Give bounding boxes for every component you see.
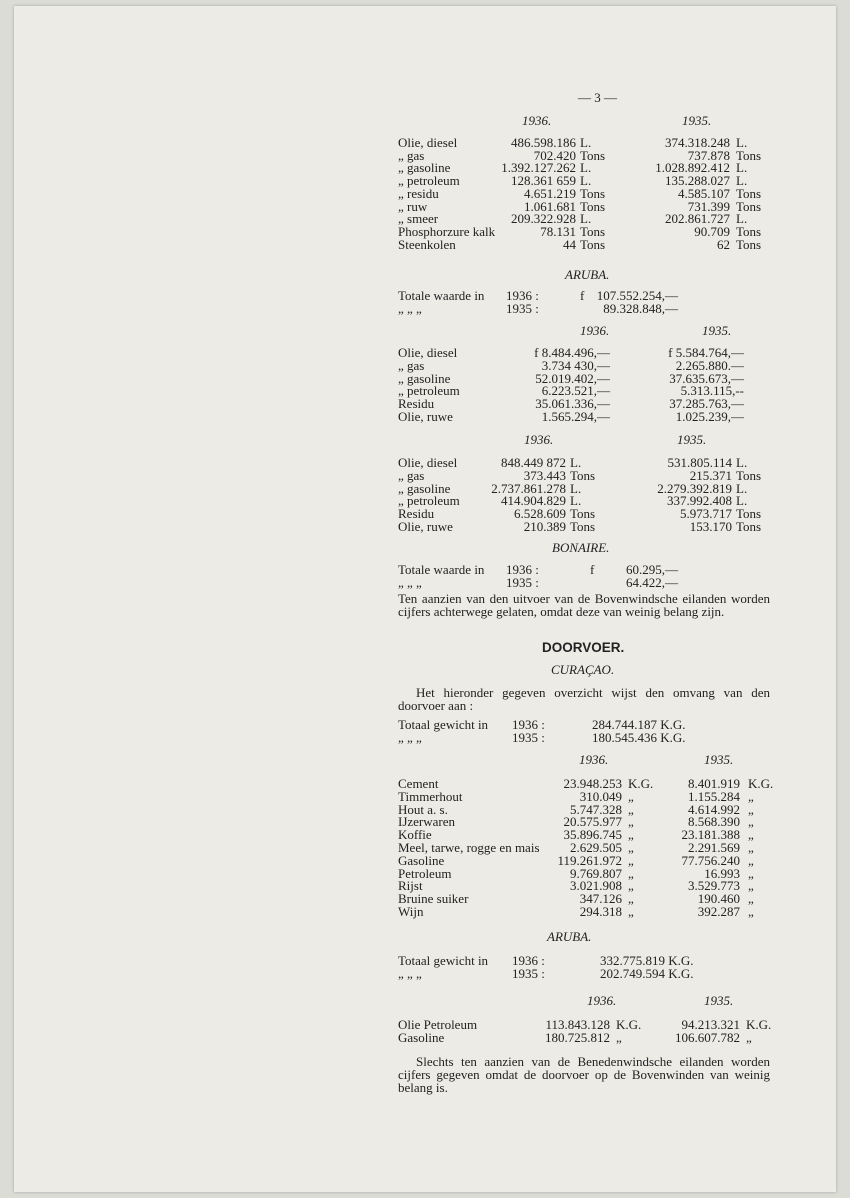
unit-1935: L. [736, 455, 748, 470]
page-number: — 3 — [578, 90, 617, 105]
value-1935: 77.756.240 [681, 852, 740, 868]
row-label: „ gas [398, 357, 425, 373]
value-1935: 737.878 [687, 147, 730, 163]
unit-1936: „ [628, 801, 634, 817]
unit-1936: „ [628, 788, 634, 804]
unit-1936: K.G. [616, 1017, 642, 1032]
value-1935: 1.025.239,— [675, 409, 744, 424]
value-1936: 35.061.336,— [535, 396, 610, 412]
unit-1936: L. [580, 173, 592, 189]
total-value: 180.545.436 K.G. [592, 730, 686, 745]
year-header-1936: 1936. [524, 432, 554, 447]
row-label: Wijn [398, 904, 424, 919]
value-1935: 4.614.992 [688, 801, 740, 817]
year-header-1936: 1936. [587, 993, 617, 1008]
row-label: Koffie [398, 827, 432, 843]
row-label: Olie, diesel [398, 455, 458, 470]
unit-1935: L. [736, 173, 748, 189]
row-label: Olie, ruwe [398, 519, 453, 534]
value-1936: 119.261.972 [557, 852, 622, 868]
value-1936: 23.948.253 [563, 776, 622, 791]
doorvoer-heading: DOORVOER. [542, 640, 625, 655]
row-label: Phosphorzure kalk [398, 223, 496, 239]
value-1936: 347.126 [579, 891, 622, 907]
total-label: Totale waarde in [398, 288, 485, 303]
section-heading-aruba-doorvoer: ARUBA. [547, 929, 592, 944]
row-label: Meel, tarwe, rogge en mais [398, 840, 540, 855]
value-1935: 1.155.284 [688, 788, 740, 804]
value-1936: 52.019.402,— [535, 370, 610, 386]
unit-1935: „ [748, 827, 754, 843]
unit-1935: L. [736, 480, 748, 496]
year-header-1935: 1935. [682, 113, 712, 128]
row-label: „ gasoline [398, 480, 451, 496]
unit-1936: Tons [570, 467, 596, 483]
value-1936: 20.575.977 [563, 814, 622, 830]
year-header-1935: 1935. [704, 993, 734, 1008]
bonaire-note: Ten aanzien van den uitvoer van de Bovenwindsche eilanden worden cijfers achterwege gelaten, omdat deze van weinig belang zijn. [398, 591, 770, 619]
unit-1936: „ [628, 904, 634, 919]
total-label: Totaal gewicht in [398, 717, 489, 732]
total-label: „ „ „ [398, 301, 422, 316]
value-1935: f 5.584.764,— [668, 345, 744, 360]
unit-1935: „ [748, 878, 754, 894]
total-year: 1935 : [512, 966, 545, 981]
value-1935: 106.607.782 [675, 1029, 740, 1045]
total-year: 1936 : [512, 717, 545, 732]
value-1935: 94.213.321 [681, 1017, 740, 1032]
row-label: Residu [398, 506, 435, 522]
value-1935: 37.285.763,— [669, 396, 744, 412]
unit-1935: Tons [736, 519, 762, 534]
row-label: IJzerwaren [398, 814, 456, 830]
unit-1935: L. [736, 135, 748, 150]
value-1935: 4.585.107 [678, 185, 730, 201]
value-1936: 210.389 [523, 519, 566, 534]
value-1936: 1.061.681 [524, 198, 576, 214]
value-1935: 3.529.773 [688, 878, 740, 894]
unit-1936: Tons [580, 198, 606, 214]
value-1935: 23.181.388 [681, 827, 740, 843]
value-1935: 37.635.673,— [669, 370, 744, 386]
year-header-1935: 1935. [677, 432, 707, 447]
total-year: 1935 : [506, 575, 539, 590]
value-1936: 486.598.186 [511, 135, 576, 150]
value-1936: 128.361 659 [511, 173, 576, 189]
value-1936: 6.528.609 [514, 506, 566, 522]
unit-1935: „ [748, 801, 754, 817]
value-1935: 1.028.892.412 [655, 160, 730, 176]
value-1936: 3.021.908 [570, 878, 622, 894]
unit-1936: K.G. [628, 776, 654, 791]
row-label: Olie, diesel [398, 345, 458, 360]
unit-1936: Tons [580, 236, 606, 252]
value-1935: 5.973.717 [680, 506, 732, 522]
value-1936: 294.318 [579, 904, 622, 919]
total-value: 107.552.254,— [596, 288, 678, 303]
value-1936: 6.223.521,— [541, 383, 610, 399]
unit-1936: Tons [580, 147, 606, 163]
value-1936: 373.443 [523, 467, 566, 483]
total-label: „ „ „ [398, 966, 422, 981]
row-label: „ gasoline [398, 370, 451, 386]
total-value: 202.749.594 K.G. [600, 966, 694, 981]
value-1936: 2.629.505 [570, 840, 622, 855]
row-label: „ ruw [398, 198, 428, 214]
row-label: „ gasoline [398, 160, 451, 176]
row-label: „ gas [398, 467, 425, 483]
value-1936: 3.734 430,— [541, 357, 610, 373]
value-1935: 16.993 [704, 865, 740, 881]
value-1936: 1.565.294,— [541, 409, 610, 424]
row-label: Cement [398, 776, 439, 791]
row-label: Olie, diesel [398, 135, 458, 150]
unit-1935: „ [748, 904, 754, 919]
value-1935: 190.460 [697, 891, 740, 907]
unit-1936: Tons [570, 519, 596, 534]
total-year: 1936 : [506, 562, 539, 577]
row-label: Gasoline [398, 852, 445, 868]
value-1935: 215.371 [689, 467, 732, 483]
unit-1936: „ [628, 852, 634, 868]
value-1935: 153.170 [689, 519, 732, 534]
row-label: Rijst [398, 878, 423, 894]
unit-1935: Tons [736, 236, 762, 252]
unit-1935: Tons [736, 185, 762, 201]
total-year: 1935 : [512, 730, 545, 745]
unit-1935: „ [748, 840, 754, 855]
row-label: Olie, ruwe [398, 409, 453, 424]
value-1935: 2.291.569 [688, 840, 740, 855]
unit-1935: „ [746, 1029, 752, 1045]
document-page [14, 6, 836, 1192]
unit-1935: Tons [736, 198, 762, 214]
unit-1935: K.G. [746, 1017, 772, 1032]
row-label: Bruine suiker [398, 891, 469, 907]
currency-symbol: f [590, 562, 595, 577]
unit-1936: L. [580, 135, 592, 150]
total-label: Totale waarde in [398, 562, 485, 577]
unit-1935: Tons [736, 506, 762, 522]
total-label: „ „ „ [398, 575, 422, 590]
row-label: Gasoline [398, 1029, 445, 1045]
value-1936: 209.322.928 [511, 211, 576, 227]
year-header-1936: 1936. [522, 113, 552, 128]
row-label: Timmerhout [398, 788, 463, 804]
row-label: „ residu [398, 185, 439, 201]
unit-1936: „ [616, 1029, 622, 1045]
value-1936: 310.049 [579, 788, 622, 804]
value-1936: 113.843.128 [545, 1017, 610, 1032]
row-label: „ petroleum [398, 493, 460, 509]
row-label: „ petroleum [398, 173, 460, 189]
total-year: 1935 : [506, 301, 539, 316]
value-1935: 531.805.114 [667, 455, 732, 470]
value-1936: 2.737.861.278 [491, 480, 566, 496]
unit-1936: „ [628, 840, 634, 855]
unit-1935: „ [748, 865, 754, 881]
value-1935: 392.287 [697, 904, 740, 919]
value-1936: 9.769.807 [570, 865, 622, 881]
year-header-1935: 1935. [702, 323, 732, 338]
value-1936: f 8.484.496,— [534, 345, 610, 360]
row-label: Olie Petroleum [398, 1017, 478, 1032]
value-1935: 5.313.115,-- [680, 383, 744, 399]
unit-1935: „ [748, 814, 754, 830]
row-label: „ petroleum [398, 383, 460, 399]
closing-paragraph: Slechts ten aanzien van de Benedenwindsche eilanden worden cijfers gegeven omdat de doorvoer op de Bovenwinden van weinig belang is. [398, 1054, 770, 1095]
value-1935: 374.318.248 [665, 135, 730, 150]
unit-1936: L. [580, 211, 592, 227]
row-label: Residu [398, 396, 435, 412]
section-heading-curacao: CURAÇAO. [551, 662, 615, 677]
total-value: 60.295,— [626, 562, 678, 577]
unit-1936: „ [628, 827, 634, 843]
unit-1936: L. [570, 480, 582, 496]
value-1936: 848.449 872 [501, 455, 566, 470]
unit-1936: Tons [580, 185, 606, 201]
row-label: „ smeer [398, 211, 439, 227]
unit-1936: „ [628, 865, 634, 881]
value-1936: 180.725.812 [545, 1029, 610, 1045]
unit-1935: L. [736, 493, 748, 509]
section-heading-bonaire: BONAIRE. [552, 540, 610, 555]
total-label: Totaal gewicht in [398, 953, 489, 968]
value-1935: 202.861.727 [665, 211, 730, 227]
unit-1935: „ [748, 788, 754, 804]
value-1935: 731.399 [687, 198, 730, 214]
year-header-1936: 1936. [580, 323, 610, 338]
value-1936: 414.904.829 [501, 493, 566, 509]
value-1935: 8.568.390 [688, 814, 740, 830]
unit-1936: „ [628, 814, 634, 830]
value-1936: 4.651.219 [524, 185, 576, 201]
unit-1935: Tons [736, 467, 762, 483]
total-value: 332.775.819 K.G. [600, 953, 694, 968]
value-1935: 2.279.392.819 [657, 480, 732, 496]
row-label: „ gas [398, 147, 425, 163]
value-1935: 90.709 [694, 223, 730, 239]
total-year: 1936 : [512, 953, 545, 968]
curacao-intro: Het hieronder gegeven overzicht wijst den omvang van den doorvoer aan : [398, 685, 770, 713]
value-1935: 2.265.880.— [675, 357, 744, 373]
unit-1936: „ [628, 891, 634, 907]
row-label: Petroleum [398, 865, 452, 881]
unit-1935: L. [736, 211, 748, 227]
unit-1936: L. [580, 160, 592, 176]
value-1936: 78.131 [540, 223, 576, 239]
unit-1935: L. [736, 160, 748, 176]
row-label: Hout a. s. [398, 801, 448, 817]
unit-1936: L. [570, 493, 582, 509]
value-1936: 44 [563, 236, 576, 252]
unit-1936: „ [628, 878, 634, 894]
total-value: 64.422,— [626, 575, 678, 590]
year-header-1936: 1936. [579, 752, 609, 767]
value-1936: 5.747.328 [570, 801, 622, 817]
unit-1935: „ [748, 852, 754, 868]
total-year: 1936 : [506, 288, 539, 303]
value-1936: 35.896.745 [563, 827, 622, 843]
section-heading-aruba: ARUBA. [565, 267, 610, 282]
year-header-1935: 1935. [704, 752, 734, 767]
row-label: Steenkolen [398, 236, 456, 252]
value-1935: 135.288.027 [665, 173, 730, 189]
total-value: 89.328.848,— [603, 301, 678, 316]
unit-1936: Tons [580, 223, 606, 239]
value-1936: 702.420 [533, 147, 576, 163]
value-1936: 1.392.127.262 [501, 160, 576, 176]
unit-1935: „ [748, 891, 754, 907]
currency-symbol: f [580, 288, 585, 303]
unit-1935: K.G. [748, 776, 774, 791]
value-1935: 8.401.919 [688, 776, 740, 791]
total-label: „ „ „ [398, 730, 422, 745]
value-1935: 337.992.408 [667, 493, 732, 509]
unit-1935: Tons [736, 147, 762, 163]
total-value: 284.744.187 K.G. [592, 717, 686, 732]
value-1935: 62 [717, 236, 730, 252]
unit-1935: Tons [736, 223, 762, 239]
unit-1936: Tons [570, 506, 596, 522]
unit-1936: L. [570, 455, 582, 470]
